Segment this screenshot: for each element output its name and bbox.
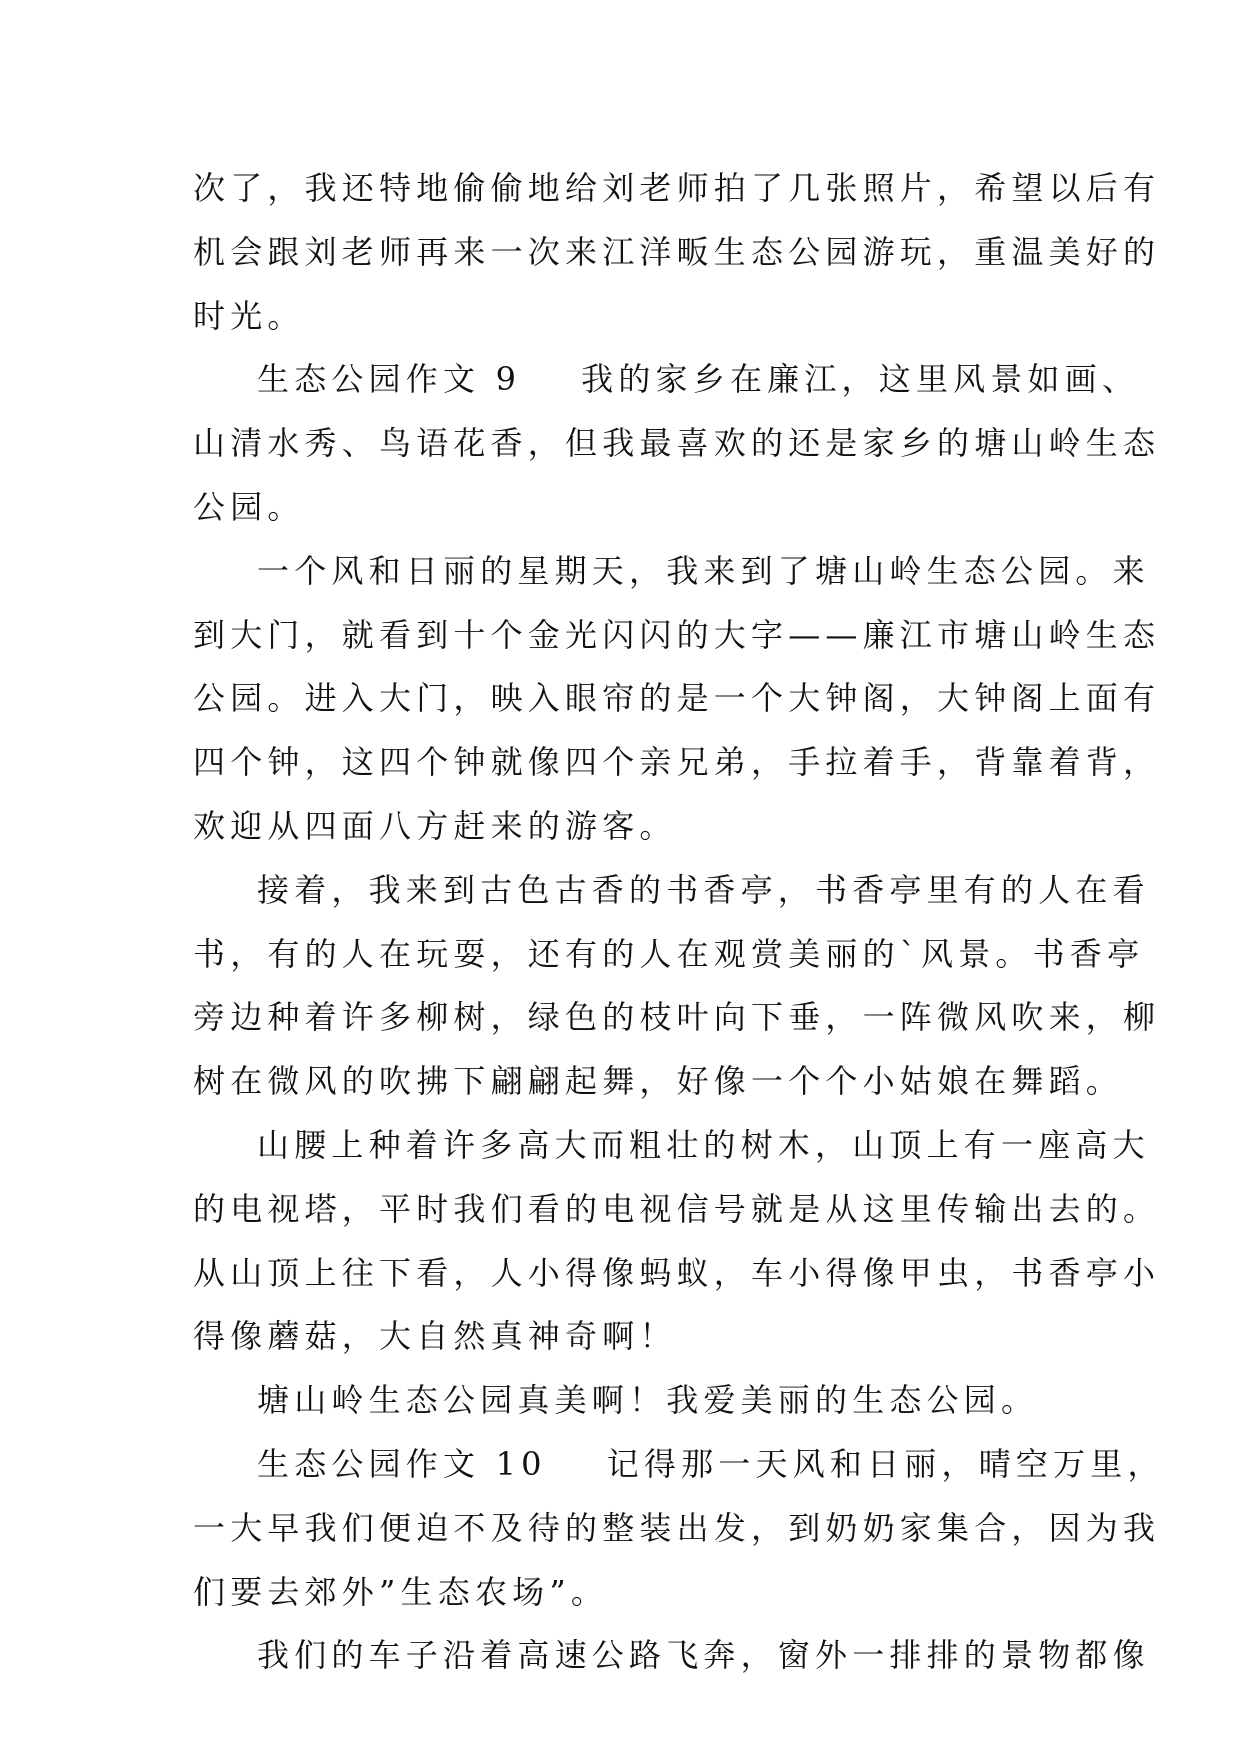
paragraph-first-line: 接着，我来到古色古香的书香亭，书香亭里有的人在看	[257, 870, 1150, 909]
text-line: 树在微风的吹拂下翩翩起舞，好像一个个小姑娘在舞蹈。	[193, 1062, 1124, 1101]
text-line: 山清水秀、鸟语花香，但我最喜欢的还是家乡的塘山岭生态	[193, 424, 1161, 463]
section-text: 我的家乡在廉江，这里风景如画、	[581, 360, 1140, 399]
section-heading: 生态公园作文 9	[257, 360, 522, 399]
text-line: 从山顶上往下看，人小得像蚂蚁，车小得像甲虫，书香亭小	[193, 1253, 1161, 1292]
text-line: 机会跟刘老师再来一次来江洋畈生态公园游玩，重温美好的	[193, 232, 1161, 271]
text-line: 们要去郊外”生态农场”。	[193, 1572, 609, 1611]
text-line: 四个钟，这四个钟就像四个亲兄弟，手拉着手，背靠着背，	[193, 743, 1161, 782]
text-line: 得像蘑菇，大自然真神奇啊！	[193, 1317, 677, 1356]
text-line: 次了，我还特地偷偷地给刘老师拍了几张照片，希望以后有	[193, 169, 1161, 207]
paragraph-first-line: 山腰上种着许多高大而粗壮的树木，山顶上有一座高大	[257, 1125, 1150, 1164]
text-line: 时光。	[193, 296, 305, 335]
text-line: 公园。进入大门，映入眼帘的是一个大钟阁，大钟阁上面有	[193, 679, 1161, 718]
paragraph-first-line: 一个风和日丽的星期天，我来到了塘山岭生态公园。来	[257, 551, 1150, 590]
paragraph-first-line: 我们的车子沿着高速公路飞奔，窗外一排排的景物都像	[257, 1636, 1150, 1675]
body-text	[193, 157, 1165, 1688]
section-heading-line	[193, 348, 1140, 412]
paragraph-first-line: 塘山岭生态公园真美啊！我爱美丽的生态公园。	[257, 1381, 1039, 1420]
section-heading-line	[193, 1433, 1165, 1497]
section-text: 记得那一天风和日丽，晴空万里，	[606, 1444, 1165, 1483]
text-line: 公园。	[193, 487, 305, 526]
text-line: 欢迎从四面八方赶来的游客。	[193, 806, 677, 845]
text-line: 到大门，就看到十个金光闪闪的大字——廉江市塘山岭生态	[193, 615, 1161, 654]
text-line: 一大早我们便迫不及待的整装出发，到奶奶家集合，因为我	[193, 1508, 1161, 1547]
text-line: 书，有的人在玩耍，还有的人在观赏美丽的`风景。书香亭	[193, 934, 1145, 973]
section-heading: 生态公园作文 10	[257, 1444, 547, 1483]
text-line: 旁边种着许多柳树，绿色的枝叶向下垂，一阵微风吹来，柳	[193, 998, 1161, 1037]
text-line: 的电视塔，平时我们看的电视信号就是从这里传输出去的。	[193, 1189, 1161, 1228]
